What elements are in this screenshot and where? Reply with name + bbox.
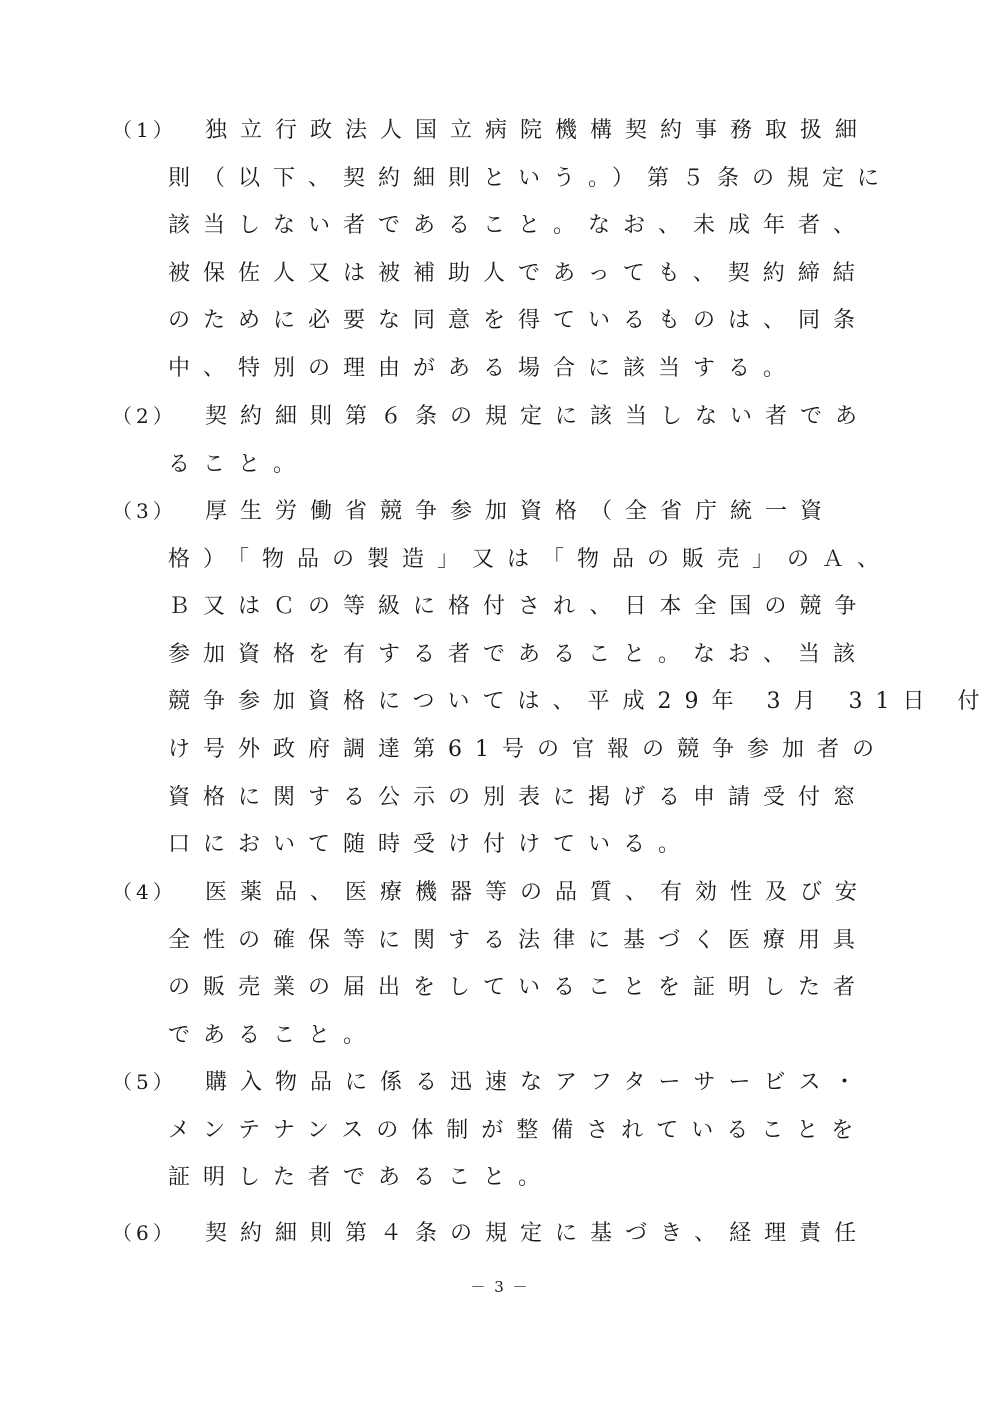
text-line: メンテナンスの体制が整備されていることを [168, 1117, 867, 1143]
text-line: 競争参加資格については、平成29年 3月 31日 付 [168, 689, 993, 715]
item-number: （1） [112, 118, 177, 142]
text-line: のために必要な同意を得ているものは、同条 [168, 308, 869, 334]
text-line: 独立行政法人国立病院機構契約事務取扱細 [205, 118, 871, 143]
text-line: 該当しない者であること。なお、未成年者、 [168, 213, 869, 239]
text-line: 口において随時受け付けている。 [168, 832, 694, 858]
text-line: 購入物品に係る迅速なアフターサービス・ [205, 1070, 869, 1095]
text-line: 被保佐人又は被補助人であっても、契約締結 [168, 260, 868, 286]
text-line: 厚生労働省競争参加資格（全省庁統一資 [205, 499, 836, 524]
text-line: 資格に関する公示の別表に掲げる申請受付窓 [168, 784, 869, 810]
item-number: （3） [112, 499, 177, 523]
text-line: け号外政府調達第61号の官報の競争参加者の [168, 737, 887, 762]
text-line: 則（以下、契約細則という。）第５条の規定に [168, 165, 893, 191]
text-line: であること。 [168, 1022, 379, 1048]
item-number: （5） [112, 1070, 177, 1094]
text-line: 契約細則第６条の規定に該当しない者であ [205, 404, 871, 429]
text-line: 格）「物品の製造」又は「物品の販売」のＡ、 [168, 546, 893, 572]
text-line: 証明した者であること。 [168, 1165, 554, 1191]
text-line: 中、特別の理由がある場合に該当する。 [168, 356, 799, 381]
text-line: 参加資格を有する者であること。なお、当該 [168, 641, 869, 667]
item-number: （6） [112, 1221, 177, 1245]
text-line: 契約細則第４条の規定に基づき、経理責任 [205, 1221, 870, 1246]
item-number: （4） [112, 880, 177, 904]
text-line: ること。 [168, 451, 309, 477]
page-number: － 3 － [470, 1278, 530, 1296]
text-line: 全性の確保等に関する法律に基づく医療用具 [168, 927, 869, 953]
text-line: の販売業の届出をしていることを証明した者 [168, 975, 869, 1001]
item-number: （2） [112, 404, 177, 428]
text-line: Ｂ又はＣの等級に格付され、日本全国の競争 [168, 594, 870, 620]
text-line: 医薬品、医療機器等の品質、有効性及び安 [205, 880, 871, 905]
